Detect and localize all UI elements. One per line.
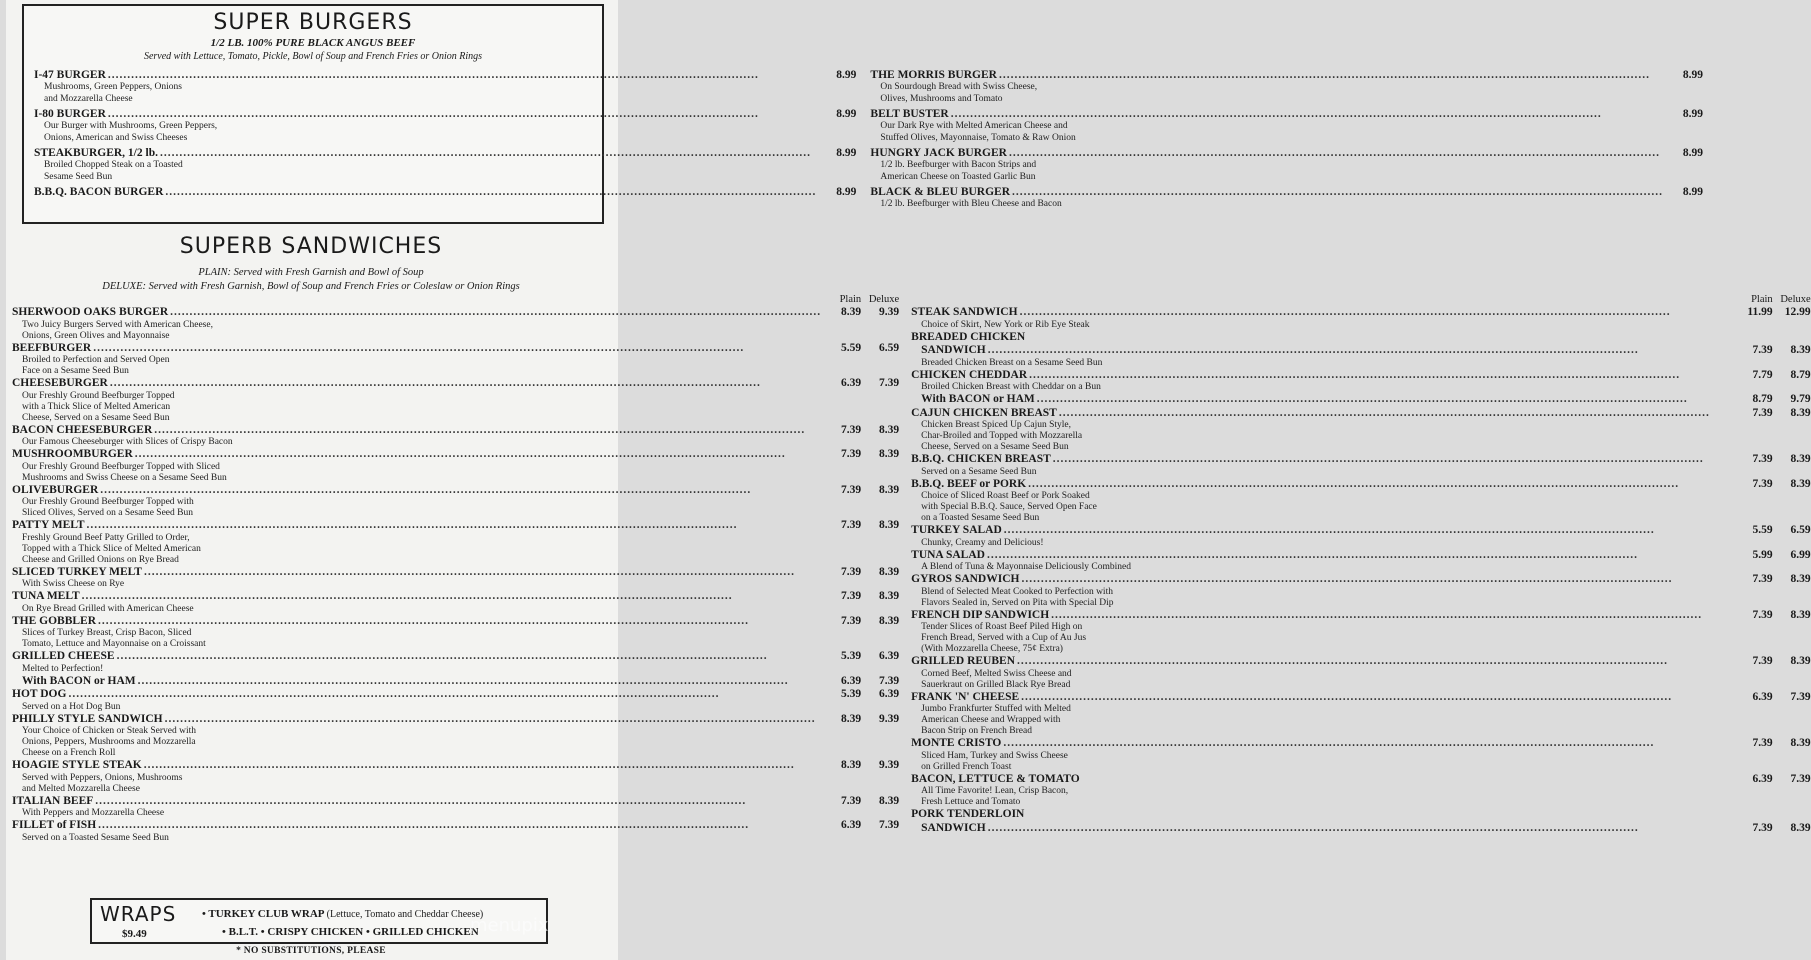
item-description: Melted to Perfection! [22, 663, 104, 674]
deluxe-price: 8.39 [1790, 573, 1811, 585]
deluxe-price: 8.39 [879, 565, 900, 578]
plain-price: 6.39 [1752, 690, 1773, 703]
deluxe-header: Deluxe [868, 294, 900, 305]
item-price: 8.99 [836, 108, 857, 120]
item-description: (With Mozzarella Cheese, 75¢ Extra) [921, 644, 1063, 654]
item-description: Fresh Lettuce and Tomato [921, 797, 1021, 807]
plain-price: 6.39 [841, 819, 862, 831]
plain-price: 8.39 [841, 306, 862, 318]
deluxe-header: Deluxe [1780, 294, 1811, 305]
dot-leader [108, 107, 817, 121]
item-description: American Cheese on Toasted Garlic Bun [880, 171, 1036, 182]
menu-item [911, 808, 1811, 822]
menu-item [911, 655, 1811, 669]
item-description: Mushrooms, Green Peppers, Onions [44, 82, 183, 92]
item-description: Onions, Green Olives and Mayonnaise [22, 330, 170, 341]
item-description: Chicken Breast Spiced Up Cajun Style, [921, 420, 1072, 430]
plain-price: 8.39 [841, 759, 862, 771]
item-description: A Blend of Tuna & Mayonnaise Deliciously Combined [921, 562, 1131, 572]
menu-item [911, 524, 1811, 538]
deluxe-price: 8.79 [1790, 368, 1811, 381]
dot-leader [93, 342, 821, 356]
plain-price: 8.39 [841, 712, 862, 725]
item-price: 8.99 [836, 69, 857, 81]
item-name: TURKEY SALAD [911, 524, 1002, 536]
menu-item [911, 691, 1811, 705]
item-description: on Grilled French Toast [921, 761, 1012, 772]
plain-price: 5.59 [1752, 524, 1773, 536]
menu-item [34, 185, 856, 199]
dot-leader [144, 759, 821, 773]
item-name: BACON CHEESEBURGER [12, 423, 153, 436]
plain-price: 7.39 [1752, 821, 1773, 834]
item-description: Bacon Strip on French Bread [921, 726, 1032, 736]
menu-item [12, 424, 899, 438]
item-description: Sliced Ham, Turkey and Swiss Cheese [921, 750, 1068, 761]
item-description: Mushrooms and Swiss Cheese on a Sesame Seed Bun [22, 472, 227, 483]
item-description: Jumbo Frankfurter Stuffed with Melted [921, 704, 1071, 714]
plain-price: 7.39 [841, 448, 862, 460]
item-name: BLACK & BLEU BURGER [870, 186, 1011, 198]
item-description: With Peppers and Mozzarella Cheese [22, 808, 165, 818]
item-name: CHEESEBURGER [12, 377, 108, 389]
item-description: Breaded Chicken Breast on a Sesame Seed Bun [921, 357, 1103, 368]
dot-leader [135, 448, 821, 462]
menu-item [911, 737, 1811, 751]
dot-leader [987, 549, 1733, 563]
price-column-headers [12, 294, 899, 306]
item-description: Served on a Sesame Seed Bun [921, 466, 1037, 477]
item-description: Our Burger with Mushrooms, Green Peppers, [44, 121, 218, 131]
dot-leader [1017, 655, 1733, 669]
item-name: CHICKEN CHEDDAR [911, 368, 1028, 381]
item-description: 1/2 lb. Beefburger with Bacon Strips and [880, 160, 1037, 170]
spacer [34, 199, 856, 201]
plain-price: 7.39 [841, 519, 862, 531]
item-name: OLIVEBURGER [12, 483, 99, 496]
dot-leader [1028, 478, 1732, 492]
menu-item [34, 68, 856, 82]
menu-item [12, 615, 899, 629]
item-description: Broiled Chopped Steak on a Toasted [44, 160, 183, 170]
item-name: FILLET of FISH [12, 819, 97, 831]
plain-price: 7.39 [1752, 655, 1773, 667]
plain-price: 7.39 [1752, 406, 1773, 419]
item-name: FRENCH DIP SANDWICH [911, 608, 1050, 621]
menu-item [911, 609, 1811, 623]
item-name: GYROS SANDWICH [911, 573, 1020, 585]
item-name: BELT BUSTER [870, 108, 949, 120]
plain-price: 7.39 [841, 423, 862, 436]
item-description: and Melted Mozzarella Cheese [22, 783, 140, 794]
deluxe-price: 8.39 [1790, 453, 1811, 465]
item-name: With BACON or HAM [921, 393, 1035, 405]
plain-header: Plain [1751, 294, 1773, 305]
deluxe-price: 8.39 [1790, 344, 1811, 356]
item-description: Cheese on a French Roll [22, 748, 116, 758]
watermark: menupix [470, 915, 549, 936]
dot-leader [82, 590, 822, 604]
wraps-title: WRAPS [100, 902, 177, 926]
dot-leader [165, 185, 816, 199]
menu-item [12, 713, 899, 727]
deluxe-price: 8.39 [879, 590, 900, 602]
spacer [870, 211, 1703, 213]
dot-leader [154, 424, 821, 438]
burgers-left-column [34, 68, 870, 213]
item-description: Choice of Skirt, New York or Rib Eye Steak [921, 319, 1090, 330]
deluxe-price: 8.39 [1790, 655, 1811, 667]
deluxe-price: 7.39 [1790, 690, 1811, 703]
deluxe-price: 12.99 [1784, 306, 1811, 318]
no-substitutions-note: * NO SUBSTITUTIONS, PLEASE [236, 946, 386, 956]
super-burgers-section [22, 4, 1704, 224]
menu-item [12, 819, 899, 833]
dot-leader [160, 146, 816, 160]
dot-leader [988, 344, 1733, 358]
item-name: PORK TENDERLOIN [911, 808, 1025, 820]
menu-item [911, 369, 1811, 383]
dot-leader [87, 519, 822, 533]
plain-price: 7.39 [841, 614, 862, 627]
item-name: STEAK SANDWICH [911, 306, 1018, 318]
plain-price: 7.39 [1752, 453, 1773, 465]
wraps-line-2: • B.L.T. • CRISPY CHICKEN • GRILLED CHICKEN [222, 926, 479, 938]
plain-price: 6.39 [841, 674, 862, 687]
item-description: Slices of Turkey Breast, Crisp Bacon, Sliced [22, 628, 192, 638]
plain-price: 7.39 [1752, 344, 1773, 356]
item-name: STEAKBURGER, 1/2 lb. [34, 147, 158, 159]
plain-price: 8.79 [1752, 393, 1773, 405]
deluxe-price: 8.39 [879, 483, 900, 496]
item-name: MUSHROOMBURGER [12, 448, 133, 460]
deluxe-price: 7.39 [879, 674, 900, 687]
menu-item [12, 759, 899, 773]
dot-leader [1012, 185, 1663, 199]
item-description: Our Famous Cheeseburger with Slices of Crispy Bacon [22, 437, 233, 447]
menu-item [12, 590, 899, 604]
menu-item [911, 773, 1811, 787]
deluxe-price: 8.39 [1790, 477, 1811, 490]
item-description: On Rye Bread Grilled with American Cheese [22, 603, 194, 614]
item-description: All Time Favorite! Lean, Crisp Bacon, [921, 786, 1069, 796]
item-name: BREADED CHICKEN [911, 330, 1026, 343]
plain-price: 7.39 [841, 483, 862, 496]
item-name: I-80 BURGER [34, 108, 106, 120]
plain-price: 7.39 [841, 590, 862, 602]
deluxe-price: 6.99 [1790, 548, 1811, 561]
item-price: 8.99 [836, 186, 857, 198]
menu-item [911, 573, 1811, 587]
dot-leader [95, 795, 821, 809]
deluxe-price: 8.39 [1790, 821, 1811, 834]
item-description: Chunky, Creamy and Delicious! [921, 537, 1044, 548]
dot-leader [988, 822, 1733, 836]
dot-leader [108, 68, 817, 82]
menu-item [12, 795, 899, 809]
menu-item [911, 453, 1811, 467]
dot-leader [138, 675, 822, 689]
item-name: MONTE CRISTO [911, 737, 1002, 749]
menu-item [911, 549, 1811, 563]
item-description: Sauerkraut on Grilled Black Rye Bread [921, 679, 1071, 690]
dot-leader [98, 615, 821, 629]
item-description: Cheese, Served on a Sesame Seed Bun [22, 412, 170, 423]
menu-item [911, 393, 1811, 407]
dot-leader [1003, 737, 1732, 751]
menu-item [911, 331, 1811, 345]
menu-item [12, 448, 899, 462]
deluxe-price: 8.39 [879, 794, 900, 807]
deluxe-price: 9.39 [879, 306, 900, 318]
item-description: French Bread, Served with a Cup of Au Jus [921, 633, 1087, 643]
burgers-title: SUPER BURGERS [213, 10, 413, 35]
item-name: SANDWICH [921, 344, 986, 356]
item-name: SANDWICH [921, 821, 986, 834]
plain-price: 7.39 [1752, 477, 1773, 490]
item-name: HOAGIE STYLE STEAK [12, 759, 142, 771]
menu-item [12, 650, 899, 664]
burgers-right-column [870, 68, 1703, 213]
menu-item [870, 146, 1703, 160]
menu-item [911, 407, 1811, 421]
dot-leader [1020, 306, 1733, 320]
item-description: Cheese, Served on a Sesame Seed Bun [921, 442, 1069, 452]
item-name: BEEFBURGER [12, 341, 92, 354]
item-description: Tender Slices of Roast Beef Piled High on [921, 622, 1083, 632]
item-description: Olives, Mushrooms and Tomato [880, 93, 1003, 104]
item-description: Cheese and Grilled Onions on Rye Bread [22, 554, 179, 565]
item-description: on a Toasted Sesame Seed Bun [921, 513, 1040, 523]
item-description: Onions, Peppers, Mushrooms and Mozzarella [22, 737, 196, 747]
item-name: GRILLED REUBEN [911, 655, 1015, 667]
item-description: On Sourdough Bread with Swiss Cheese, [880, 82, 1038, 92]
dot-leader [1004, 524, 1733, 538]
dot-leader [951, 107, 1663, 121]
item-name: THE GOBBLER [12, 614, 97, 627]
deluxe-price: 7.39 [1790, 772, 1811, 785]
plain-price: 7.39 [1752, 737, 1773, 749]
deluxe-price: 8.39 [879, 448, 900, 460]
item-name: SHERWOOD OAKS BURGER [12, 306, 169, 318]
item-description: Our Freshly Ground Beefburger Topped with [22, 497, 194, 507]
plain-price: 7.39 [1752, 608, 1773, 621]
plain-price: 6.39 [1752, 772, 1773, 785]
item-description: Freshly Ground Beef Patty Grilled to Order, [22, 532, 190, 543]
item-name: FRANK 'N' CHEESE [911, 690, 1020, 703]
deluxe-price: 6.39 [879, 650, 900, 662]
item-description: Blend of Selected Meat Cooked to Perfection with [921, 586, 1113, 597]
item-description: Sliced Olives, Served on a Sesame Seed Bun [22, 508, 193, 518]
item-name: SLICED TURKEY MELT [12, 565, 142, 578]
deluxe-price: 8.39 [1790, 737, 1811, 749]
item-name: TUNA SALAD [911, 548, 985, 561]
menu-item [911, 306, 1811, 320]
item-price: 8.99 [1682, 108, 1704, 120]
plain-price: 5.39 [841, 650, 862, 662]
item-description: With Swiss Cheese on Rye [22, 579, 125, 589]
item-description: Our Freshly Ground Beefburger Topped with Sliced [22, 461, 220, 472]
item-name: B.B.Q. CHICKEN BREAST [911, 453, 1051, 465]
item-name: PHILLY STYLE SANDWICH [12, 712, 163, 725]
deluxe-price: 8.39 [1790, 406, 1811, 419]
deluxe-price: 9.39 [879, 712, 900, 725]
item-description: Face on a Sesame Seed Bun [22, 366, 129, 376]
sandwiches-title: SUPERB SANDWICHES [179, 234, 443, 259]
item-description: 1/2 lb. Beefburger with Bleu Cheese and Bacon [880, 199, 1062, 209]
deluxe-price: 8.39 [879, 423, 900, 436]
dot-leader [110, 377, 821, 391]
item-description: Sesame Seed Bun [44, 171, 113, 182]
deluxe-note: DELUXE: Served with Fresh Garnish, Bowl of Soup and French Fries or Coleslaw or Onion Rings [102, 281, 520, 292]
item-description: Our Dark Rye with Melted American Cheese and [880, 121, 1068, 131]
plain-price: 6.39 [841, 377, 862, 389]
deluxe-price: 6.59 [879, 341, 900, 354]
item-description: and Mozzarella Cheese [44, 93, 133, 104]
item-description: with a Thick Slice of Melted American [22, 401, 171, 412]
item-price: 8.99 [1682, 147, 1704, 159]
menu-item [34, 146, 856, 160]
menu-item [911, 822, 1811, 836]
deluxe-price: 8.39 [1790, 608, 1811, 621]
dot-leader [165, 713, 822, 727]
item-description: Onions, American and Swiss Cheeses [44, 132, 188, 143]
plain-note: PLAIN: Served with Fresh Garnish and Bowl of Soup [198, 267, 424, 278]
menu-item [12, 377, 899, 391]
dot-leader [98, 819, 821, 833]
item-description: Tomato, Lettuce and Mayonnaise on a Croissant [22, 639, 206, 649]
menu-item [12, 342, 899, 356]
dot-leader [117, 650, 822, 664]
item-description: Served on a Toasted Sesame Seed Bun [22, 832, 169, 843]
menu-item [911, 478, 1811, 492]
deluxe-price: 9.79 [1790, 393, 1811, 405]
item-description: with Special B.B.Q. Sauce, Served Open Face [921, 502, 1097, 512]
item-description: Your Choice of Chicken or Steak Served with [22, 726, 196, 736]
dot-leader [999, 68, 1663, 82]
item-name: TUNA MELT [12, 590, 80, 602]
menu-item [12, 484, 899, 498]
item-description: Topped with a Thick Slice of Melted American [22, 543, 201, 554]
item-name: HUNGRY JACK BURGER [870, 147, 1007, 159]
item-name: HOT DOG [12, 688, 67, 700]
plain-price: 11.99 [1747, 306, 1773, 318]
item-name: THE MORRIS BURGER [870, 69, 997, 81]
menu-item [12, 519, 899, 533]
sandwiches-right-column [911, 294, 1811, 844]
menu-item [12, 675, 899, 689]
wraps-price: $9.49 [122, 928, 147, 940]
burgers-served-note: Served with Lettuce, Tomato, Pickle, Bowl of Soup and French Fries or Onion Rings [143, 51, 483, 62]
plain-price: 5.59 [841, 341, 862, 354]
dot-leader [1059, 407, 1733, 421]
item-description: Served with Peppers, Onions, Mushrooms [22, 772, 183, 783]
dot-leader [1021, 691, 1733, 705]
item-description: Flavors Sealed in, Served on Pita with Special Dip [921, 597, 1114, 608]
item-price: 8.99 [836, 147, 857, 159]
item-description: Char-Broiled and Topped with Mozzarella [921, 431, 1083, 441]
plain-price: 7.39 [841, 565, 862, 578]
plain-price: 7.79 [1752, 368, 1773, 381]
dot-leader [68, 688, 821, 702]
item-name: GRILLED CHEESE [12, 650, 115, 662]
menu-item [12, 688, 899, 702]
dot-leader [144, 566, 821, 580]
deluxe-price: 7.39 [879, 377, 900, 389]
item-description: Stuffed Olives, Mayonnaise, Tomato & Raw Onion [880, 132, 1076, 143]
menu-item [34, 107, 856, 121]
item-name: ITALIAN BEEF [12, 794, 94, 807]
dot-leader [1037, 393, 1733, 407]
plain-price: 5.99 [1752, 548, 1773, 561]
deluxe-price: 9.39 [879, 759, 900, 771]
item-description: Corned Beef, Melted Swiss Cheese and [921, 668, 1072, 679]
turkey-club-wrap-desc: (Lettuce, Tomato and Cheddar Cheese) [326, 909, 484, 920]
item-description: Served on a Hot Dog Bun [22, 701, 121, 712]
menu-item [12, 566, 899, 580]
deluxe-price: 6.39 [879, 688, 900, 700]
item-name: CAJUN CHICKEN BREAST [911, 406, 1057, 419]
item-name: B.B.Q. BEEF or PORK [911, 477, 1027, 490]
item-name: With BACON or HAM [22, 674, 136, 687]
item-description: Broiled to Perfection and Served Open [22, 355, 170, 365]
deluxe-price: 8.39 [879, 614, 900, 627]
item-description: Our Freshly Ground Beefburger Topped [22, 390, 175, 401]
plain-header: Plain [839, 294, 862, 305]
deluxe-price: 7.39 [879, 819, 900, 831]
deluxe-price: 8.39 [879, 519, 900, 531]
menu-item [911, 344, 1811, 358]
menu-item [870, 185, 1703, 199]
wraps-line-1 [202, 908, 483, 920]
dot-leader [1051, 609, 1732, 623]
dot-leader [1009, 146, 1663, 160]
item-description: Two Juicy Burgers Served with American Cheese, [22, 319, 213, 330]
dot-leader [1029, 369, 1733, 383]
menu-item [870, 107, 1703, 121]
item-description: Choice of Sliced Roast Beef or Pork Soaked [921, 491, 1090, 501]
menu-item [870, 68, 1703, 82]
turkey-club-wrap: • TURKEY CLUB WRAP [202, 908, 324, 920]
deluxe-price: 6.59 [1790, 524, 1811, 536]
dot-leader [1021, 573, 1732, 587]
dot-leader [100, 484, 821, 498]
burgers-subtitle: 1/2 LB. 100% PURE BLACK ANGUS BEEF [210, 37, 416, 49]
dot-leader [170, 306, 821, 320]
item-name: PATTY MELT [12, 519, 85, 531]
plain-price: 5.39 [841, 688, 862, 700]
plain-price: 7.39 [1752, 573, 1773, 585]
sandwiches-left-column [12, 294, 911, 844]
menu-item [12, 306, 899, 320]
item-price: 8.99 [1682, 69, 1704, 81]
item-price: 8.99 [1682, 186, 1704, 198]
item-name: BACON, LETTUCE & TOMATO [911, 772, 1080, 785]
item-description: Broiled Chicken Breast with Cheddar on a Bun [921, 382, 1101, 392]
item-name: B.B.Q. BACON BURGER [34, 186, 164, 198]
item-description: American Cheese and Wrapped with [921, 715, 1061, 725]
dot-leader [1053, 453, 1733, 467]
price-column-headers [911, 294, 1811, 306]
item-name: I-47 BURGER [34, 69, 106, 81]
plain-price: 7.39 [841, 794, 862, 807]
